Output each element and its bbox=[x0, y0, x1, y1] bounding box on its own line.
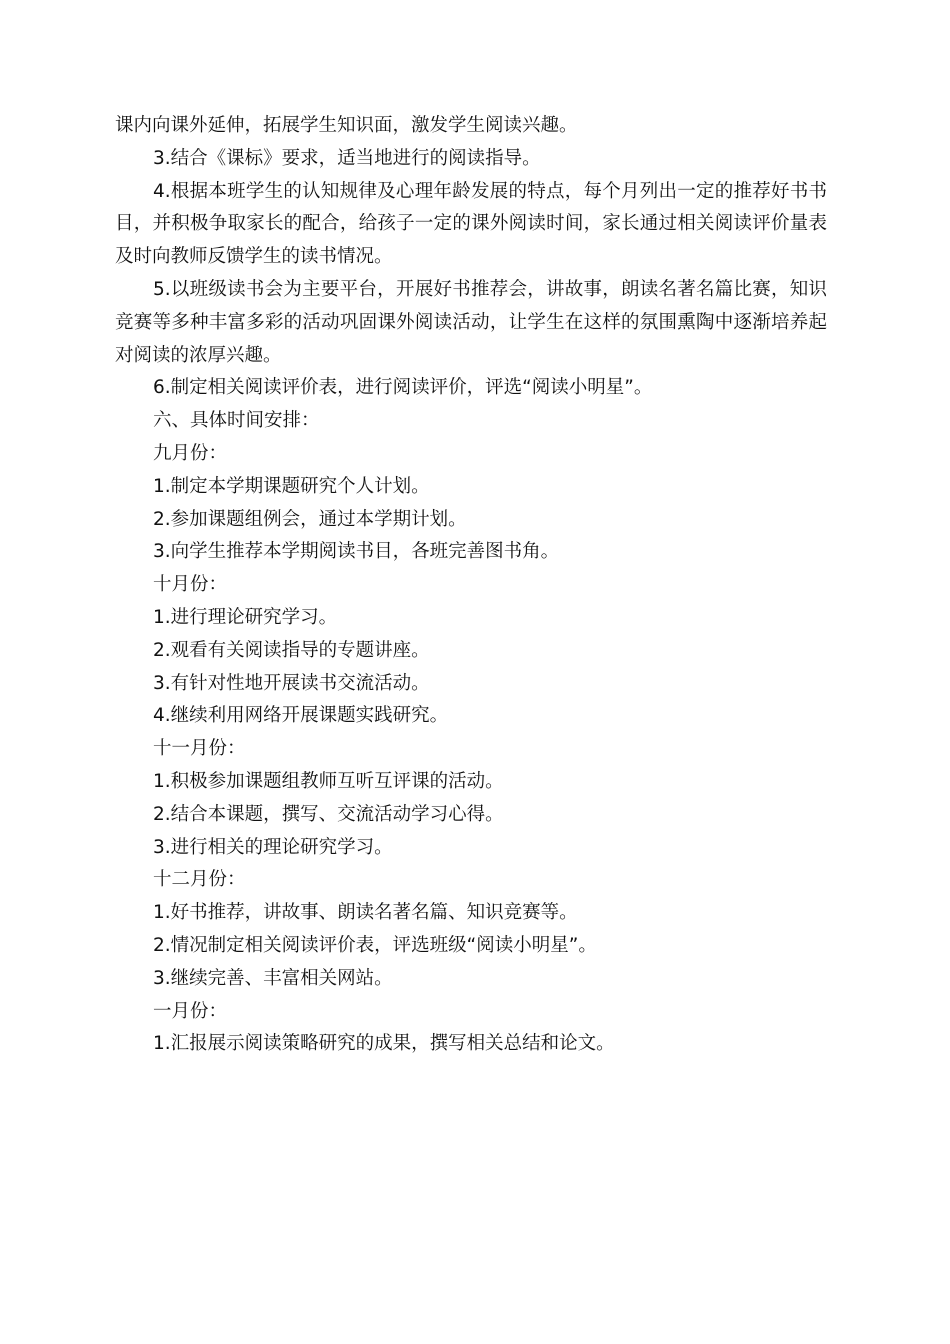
list-item: 3.继续完善、丰富相关网站。 bbox=[153, 967, 393, 989]
month-heading-december: 十二月份： bbox=[153, 869, 246, 891]
month-heading-september: 九月份： bbox=[153, 442, 228, 464]
document-body bbox=[115, 110, 827, 1061]
list-item: 3.向学生推荐本学期阅读书目，各班完善图书角。 bbox=[153, 541, 560, 563]
month-heading-october: 十月份： bbox=[153, 574, 228, 596]
month-heading-november: 十一月份： bbox=[153, 738, 246, 760]
paragraph-continuation: 课内向课外延伸，拓展学生知识面，激发学生阅读兴趣。 bbox=[115, 115, 578, 136]
list-item: 1.积极参加课题组教师互听互评课的活动。 bbox=[153, 770, 504, 792]
paragraph-item-4: 4.根据本班学生的认知规律及心理年龄发展的特点，每个月列出一定的推荐好书书目，并积极争取家长的配合，给孩子一定的课外阅读时间，家长通过相关阅读评价量表及时向教师反馈学生的读书情况。 bbox=[115, 180, 827, 268]
list-item: 3.进行相关的理论研究学习。 bbox=[153, 836, 393, 858]
list-item: 1.好书推荐，讲故事、朗读名著名篇、知识竞赛等。 bbox=[153, 902, 578, 924]
section-heading-schedule: 六、具体时间安排： bbox=[153, 410, 320, 432]
list-item: 4.继续利用网络开展课题实践研究。 bbox=[153, 705, 449, 727]
list-item: 2.观看有关阅读指导的专题讲座。 bbox=[153, 639, 430, 661]
month-heading-january: 一月份： bbox=[153, 1000, 228, 1022]
list-item: 3.有针对性地开展读书交流活动。 bbox=[153, 672, 430, 694]
list-item: 1.汇报展示阅读策略研究的成果，撰写相关总结和论文。 bbox=[153, 1033, 615, 1055]
paragraph-item-3: 3.结合《课标》要求，适当地进行的阅读指导。 bbox=[153, 147, 541, 169]
list-item: 1.进行理论研究学习。 bbox=[153, 606, 338, 628]
list-item: 2.情况制定相关阅读评价表，评选班级“阅读小明星”。 bbox=[153, 934, 597, 956]
list-item: 2.参加课题组例会，通过本学期计划。 bbox=[153, 508, 467, 530]
paragraph-item-5: 5.以班级读书会为主要平台，开展好书推荐会，讲故事，朗读名著名篇比赛，知识竞赛等多种丰富多彩的活动巩固课外阅读活动，让学生在这样的氛围熏陶中逐渐培养起对阅读的浓厚兴趣。 bbox=[115, 278, 827, 366]
list-item: 1.制定本学期课题研究个人计划。 bbox=[153, 475, 430, 497]
list-item: 2.结合本课题，撰写、交流活动学习心得。 bbox=[153, 803, 504, 825]
paragraph-item-6: 6.制定相关阅读评价表，进行阅读评价，评选“阅读小明星”。 bbox=[153, 377, 653, 399]
